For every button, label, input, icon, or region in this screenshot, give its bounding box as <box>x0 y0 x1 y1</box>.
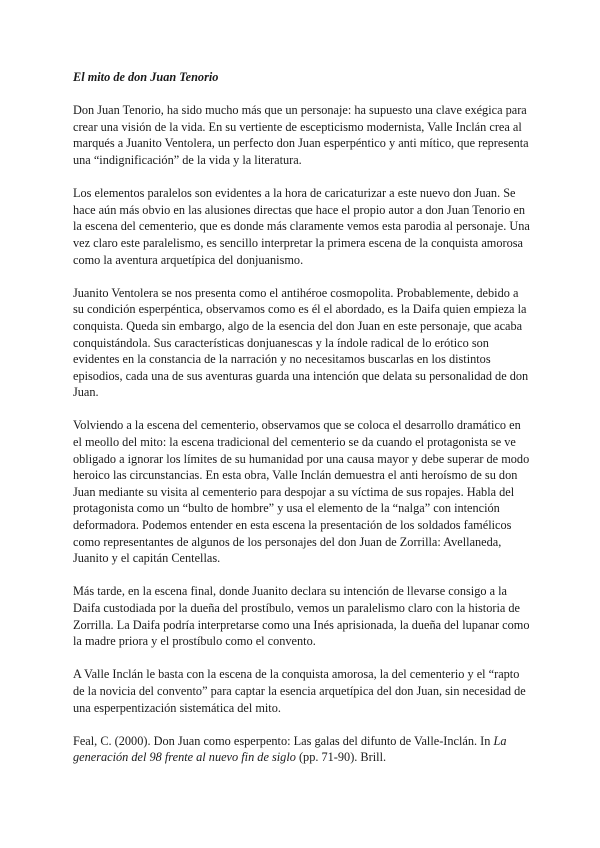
reference-tail: (pp. 71-90). Brill. <box>295 750 387 765</box>
bibliographic-reference <box>73 733 531 766</box>
document-title: El mito de don Juan Tenorio <box>73 70 219 84</box>
reference-book-title: La generación del 98 frente al nuevo fin de siglo <box>73 733 507 765</box>
reference-lead: Feal, C. (2000). Don Juan como esperpento: Las galas del difunto de Valle-Inclán. In <box>73 733 494 748</box>
paragraph: Volviendo a la escena del cementerio, observamos que se coloca el desarrollo dramático en el meollo del mito: la escena tradicional del cementerio se da cuando el protagonista se ve obligado a ignorar los límites de su humanidad por una causa mayor y debe superar de modo heroico las circunstancias. En esta obra, Valle Inclán demuestra el anti heroísmo de su don Juan mediante su visita al cementerio para despojar a su víctima de sus ropajes. Habla del protagonista como un “bulto de hombre” y usa el elemento de la “nalga” con intención deformadora. Podemos entender en esta escena la presentación de los soldados famélicos como representantes de algunos de los personajes del don Juan de Zorrilla: Avellaneda, Juanito y el capitán Centellas. <box>73 418 530 566</box>
paragraph: Don Juan Tenorio, ha sido mucho más que un personaje: ha supuesto una clave exégica para crear una visión de la vida. En su vertiente de escepticismo modernista, Valle Inclán crea al marqués a Juanito Ventolera, un perfecto don Juan esperpéntico y anti mítico, que representa una “indignificación” de la vida y la literatura. <box>73 103 529 167</box>
document-body <box>73 69 531 766</box>
paragraph: Juanito Ventolera se nos presenta como el antihéroe cosmopolita. Probablemente, debido a su condición esperpéntica, observamos como es él el abordado, es la Daifa quien empieza la conquista. Queda sin embargo, algo de la esencia del don Juan en este personaje, que acaba conquistándola. Sus características donjuanescas y la índole radical de lo erótico son evidentes en la constancia de la narración y no necesitamos buscarlas en los distintos episodios, cada una de sus aventuras guarda una intención que delata su personalidad de don Juan. <box>73 285 529 400</box>
paragraph: A Valle Inclán le basta con la escena de la conquista amorosa, la del cementerio y el “rapto de la novicia del convento” para captar la esencia arquetípica del don Juan, sin necesidad de una esperpentización sistemática del mito. <box>73 667 526 715</box>
paragraph: Más tarde, en la escena final, donde Juanito declara su intención de llevarse consigo a la Daifa custodiada por la dueña del prostíbulo, vemos un paralelismo claro con la historia de Zorrilla. La Daifa podría interpretarse como una Inés aprisionada, la dueña del lupanar como la madre priora y el prostíbulo como el convento. <box>73 584 530 649</box>
paragraph: Los elementos paralelos son evidentes a la hora de caricaturizar a este nuevo don Juan. Se hace aún más obvio en las alusiones directas que hace el propio autor a don Juan Tenorio en la escena del cementerio, que es donde más claramente vemos esta parodia al personaje. Una vez claro este paralelismo, es sencillo interpretar la primera escena de la conquista amorosa como la aventura arquetípica del donjuanismo. <box>73 186 530 267</box>
